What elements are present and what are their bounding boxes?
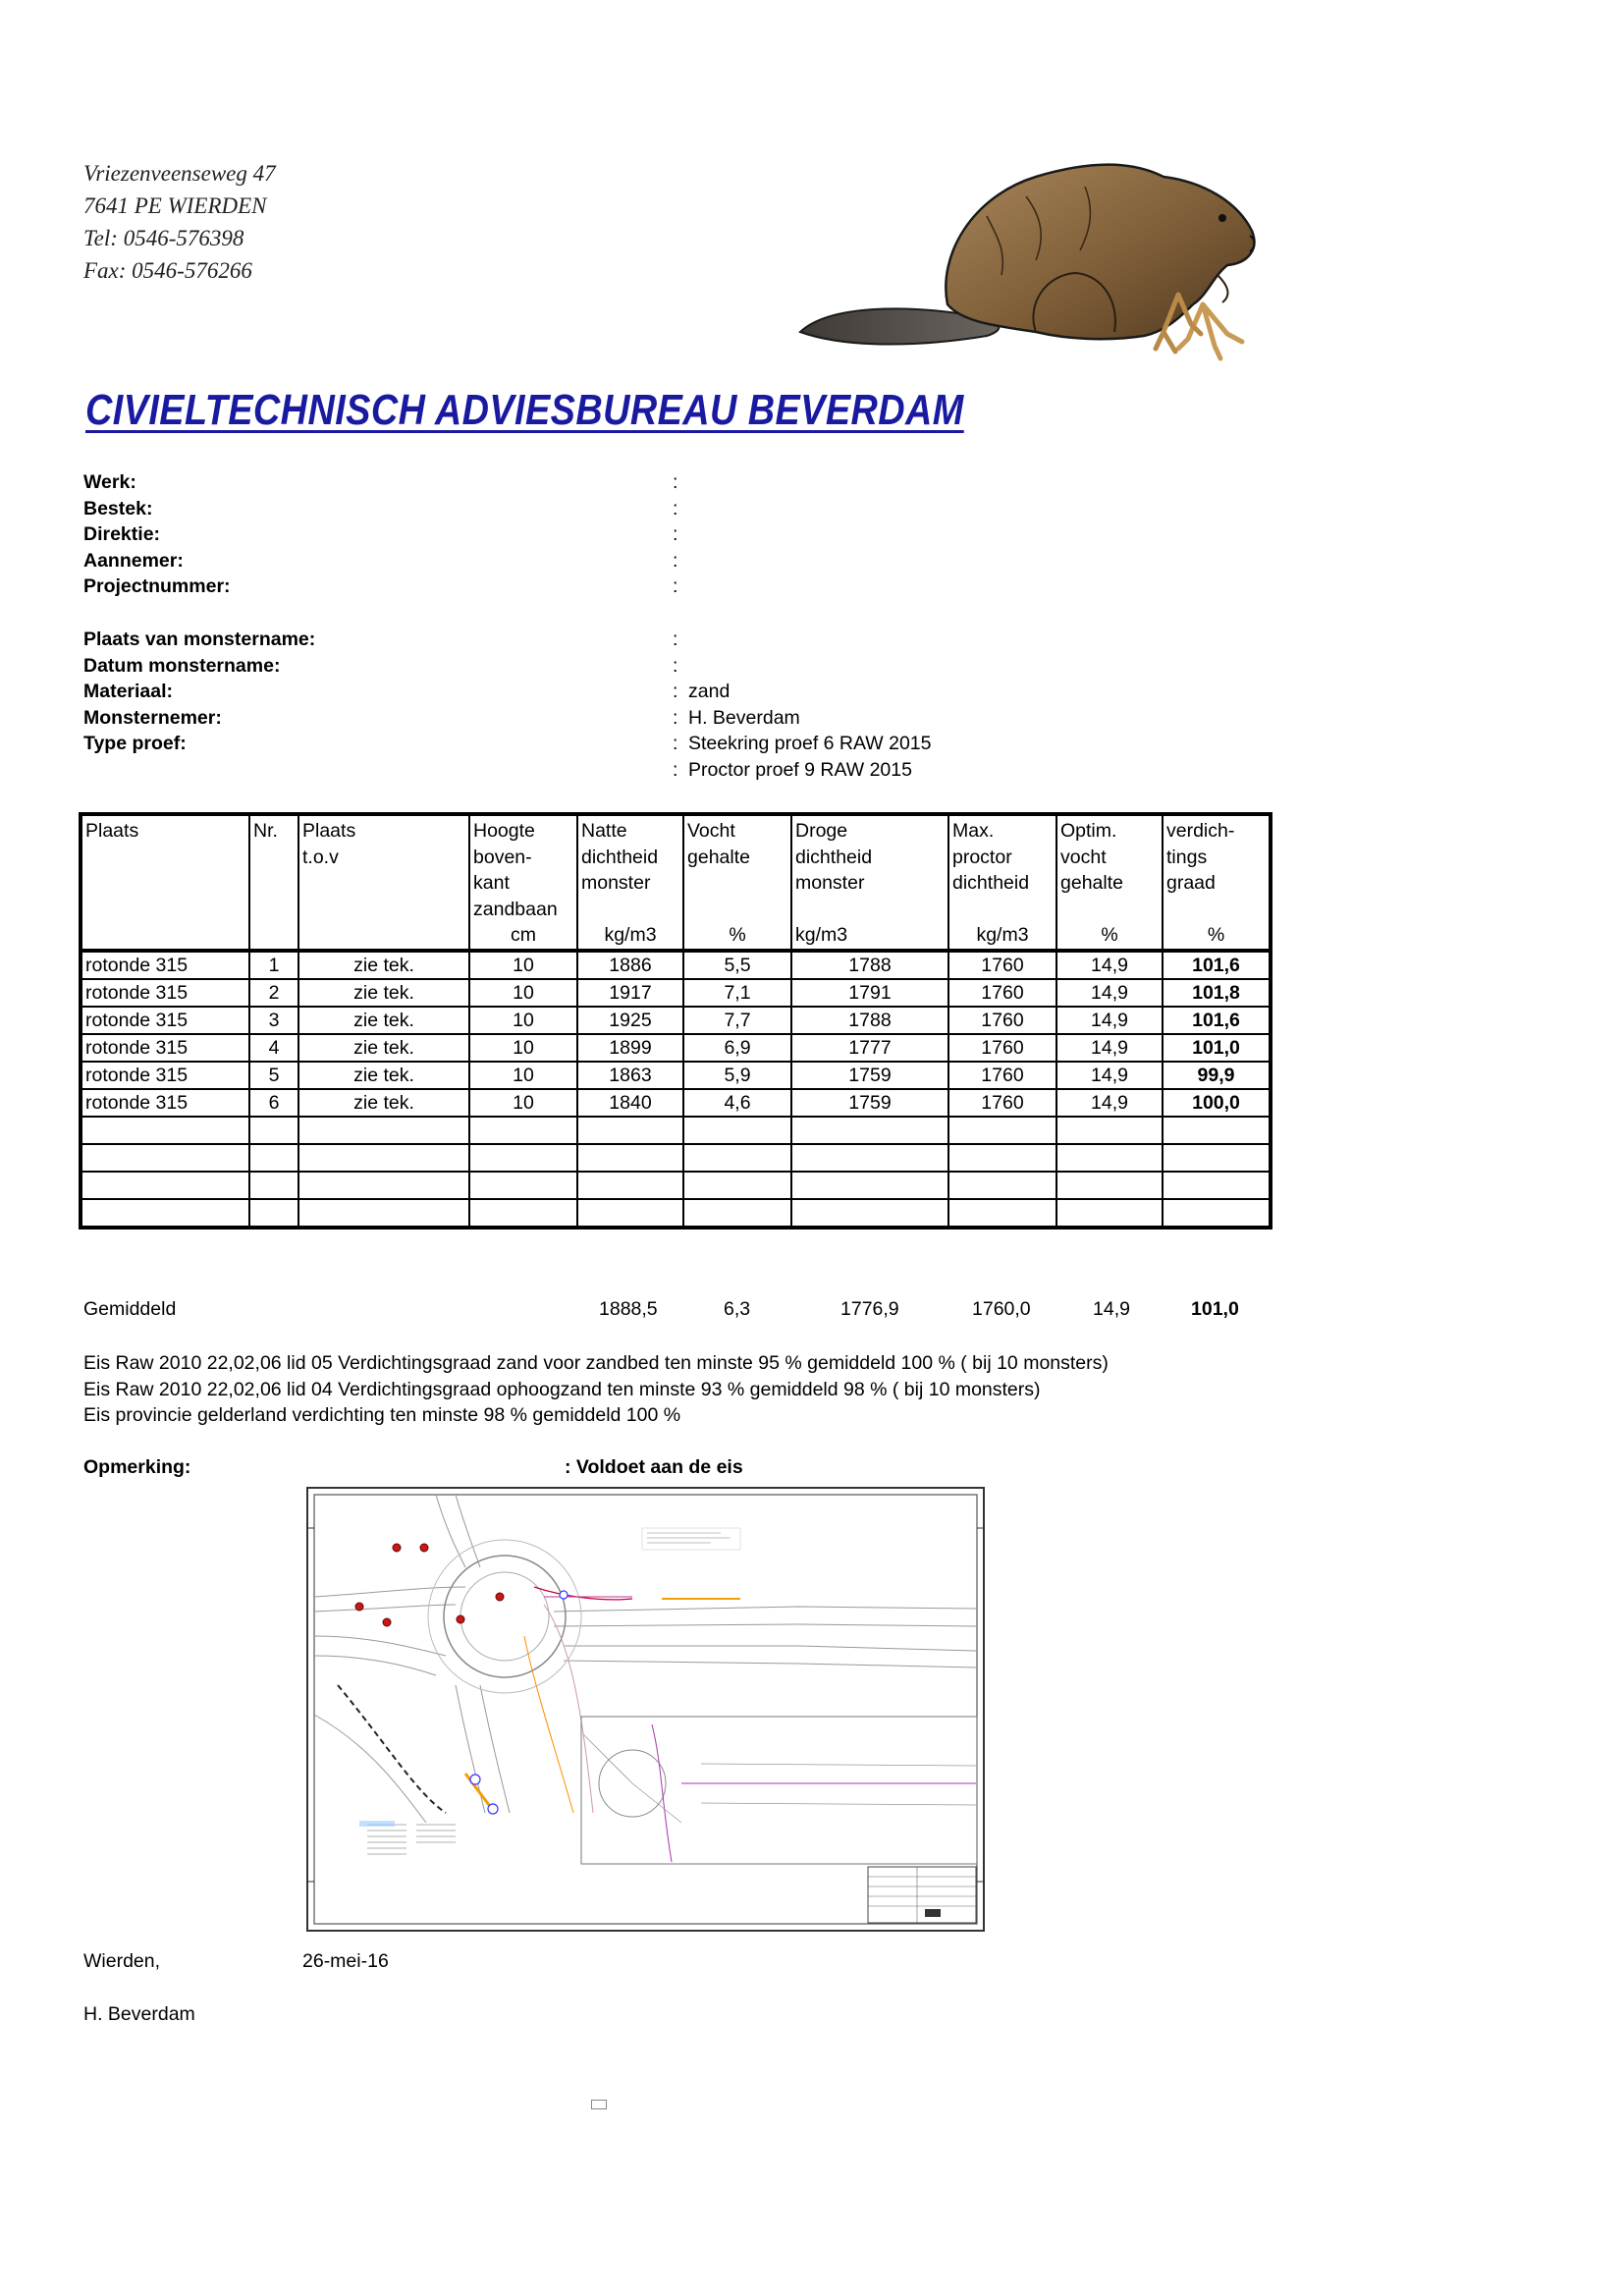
info-label: Materiaal: — [83, 681, 174, 702]
table-row — [81, 1089, 1271, 1117]
cell-natte: 1840 — [577, 1089, 683, 1117]
beaver-logo-icon — [790, 157, 1272, 363]
cell-nr: 1 — [249, 951, 298, 979]
requirement-line: Eis Raw 2010 22,02,06 lid 04 Verdichtingsgraad ophoogzand ten minste 93 % gemiddeld 98 % ( bij 10 monsters) — [83, 1378, 1041, 1400]
info-colon: : — [673, 523, 678, 545]
average-graad: 101,0 — [1191, 1298, 1239, 1320]
cell-natte: 1886 — [577, 951, 683, 979]
info-label: Direktie: — [83, 523, 161, 545]
address-phone: Tel: 0546-576398 — [83, 226, 244, 250]
cell-max-proctor: 1760 — [948, 951, 1056, 979]
table-row — [81, 1034, 1271, 1062]
address-fax: Fax: 0546-576266 — [83, 258, 252, 283]
cell-optim: 14,9 — [1056, 951, 1163, 979]
table-row — [81, 1007, 1271, 1034]
info-value: zand — [688, 681, 731, 702]
info-colon: : — [673, 758, 678, 781]
cell-vocht: 5,5 — [683, 951, 791, 979]
header-droge: Droge dichtheid monster kg/m3 — [791, 814, 948, 951]
page-marker — [591, 2100, 607, 2109]
average-optim: 14,9 — [1093, 1298, 1130, 1320]
empty-row — [81, 1144, 1271, 1172]
cell-max-proctor: 1760 — [948, 1062, 1056, 1089]
signature-date: 26-mei-16 — [302, 1950, 389, 1972]
cell-max-proctor: 1760 — [948, 979, 1056, 1007]
info-label: Bestek: — [83, 497, 153, 519]
cell-nr: 6 — [249, 1089, 298, 1117]
cell-nr: 3 — [249, 1007, 298, 1034]
cell-plaats-tov: zie tek. — [298, 1007, 469, 1034]
cell-verdichtingsgraad: 99,9 — [1163, 1062, 1271, 1089]
table-row — [81, 979, 1271, 1007]
address-city: 7641 PE WIERDEN — [83, 193, 267, 218]
cell-verdichtingsgraad: 101,6 — [1163, 951, 1271, 979]
cell-vocht: 7,7 — [683, 1007, 791, 1034]
average-row — [0, 1298, 1624, 1326]
cell-optim: 14,9 — [1056, 1034, 1163, 1062]
average-label: Gemiddeld — [83, 1298, 177, 1320]
company-name: CIVIELTECHNISCH ADVIESBUREAU BEVERDAM — [85, 386, 964, 434]
info-colon: : — [673, 549, 678, 572]
info-label: Projectnummer: — [83, 575, 231, 597]
cell-verdichtingsgraad: 101,8 — [1163, 979, 1271, 1007]
cell-optim: 14,9 — [1056, 1062, 1163, 1089]
cell-vocht: 4,6 — [683, 1089, 791, 1117]
average-vocht: 6,3 — [724, 1298, 751, 1320]
cell-verdichtingsgraad: 101,6 — [1163, 1007, 1271, 1034]
cell-plaats: rotonde 315 — [81, 951, 249, 979]
cell-droge: 1791 — [791, 979, 948, 1007]
cell-plaats: rotonde 315 — [81, 1034, 249, 1062]
signature-name: H. Beverdam — [83, 2003, 195, 2025]
cell-hoogte: 10 — [469, 979, 577, 1007]
empty-row — [81, 1172, 1271, 1199]
cell-optim: 14,9 — [1056, 979, 1163, 1007]
info-colon: : — [673, 654, 678, 677]
cell-vocht: 7,1 — [683, 979, 791, 1007]
header-plaats: Plaats — [81, 814, 249, 951]
average-proctor: 1760,0 — [972, 1298, 1031, 1320]
cell-droge: 1788 — [791, 1007, 948, 1034]
requirement-line: Eis Raw 2010 22,02,06 lid 05 Verdichtingsgraad zand voor zandbed ten minste 95 % gemiddeld 100 % ( bij 10 monsters) — [83, 1352, 1109, 1374]
info-label: Aannemer: — [83, 549, 184, 572]
signature-place: Wierden, — [83, 1950, 161, 1972]
cell-droge: 1759 — [791, 1089, 948, 1117]
cell-plaats: rotonde 315 — [81, 1089, 249, 1117]
cell-plaats-tov: zie tek. — [298, 979, 469, 1007]
cell-natte: 1863 — [577, 1062, 683, 1089]
requirements — [83, 1350, 1109, 1429]
info-colon: : — [673, 681, 678, 702]
info-label: Type proef: — [83, 733, 187, 754]
cell-droge: 1777 — [791, 1034, 948, 1062]
info-value: Steekring proef 6 RAW 2015 — [688, 733, 932, 754]
address-street: Vriezenveenseweg 47 — [83, 161, 276, 186]
header-hoogte: Hoogte boven- kant zandbaan cm — [469, 814, 577, 951]
cell-vocht: 6,9 — [683, 1034, 791, 1062]
table-row — [81, 1062, 1271, 1089]
info-colon: : — [673, 575, 678, 597]
cell-nr: 2 — [249, 979, 298, 1007]
cell-droge: 1788 — [791, 951, 948, 979]
info-label: Plaats van monstername: — [83, 629, 316, 650]
table-row — [81, 951, 1271, 979]
info-colon: : — [673, 471, 678, 493]
info-value: H. Beverdam — [688, 706, 800, 729]
cell-max-proctor: 1760 — [948, 1034, 1056, 1062]
cell-hoogte: 10 — [469, 951, 577, 979]
cell-max-proctor: 1760 — [948, 1007, 1056, 1034]
cell-nr: 4 — [249, 1034, 298, 1062]
roundabout-drawing — [306, 1487, 985, 1932]
header-max-proctor: Max. proctor dichtheid kg/m3 — [948, 814, 1056, 951]
info-value: Proctor proef 9 RAW 2015 — [688, 758, 912, 781]
cell-vocht: 5,9 — [683, 1062, 791, 1089]
info-colon: : — [673, 706, 678, 729]
requirement-line: Eis provincie gelderland verdichting ten minste 98 % gemiddeld 100 % — [83, 1404, 681, 1426]
cell-verdichtingsgraad: 101,0 — [1163, 1034, 1271, 1062]
cell-max-proctor: 1760 — [948, 1089, 1056, 1117]
cell-plaats: rotonde 315 — [81, 979, 249, 1007]
average-natte: 1888,5 — [599, 1298, 658, 1320]
cell-natte: 1925 — [577, 1007, 683, 1034]
average-droge: 1776,9 — [840, 1298, 899, 1320]
header-vocht: Vocht gehalte % — [683, 814, 791, 951]
header-optim: Optim. vocht gehalte % — [1056, 814, 1163, 951]
address-block — [83, 157, 276, 287]
info-colon: : — [673, 497, 678, 519]
cell-verdichtingsgraad: 100,0 — [1163, 1089, 1271, 1117]
cell-optim: 14,9 — [1056, 1089, 1163, 1117]
cell-plaats: rotonde 315 — [81, 1062, 249, 1089]
info-label: Werk: — [83, 471, 136, 493]
cell-nr: 5 — [249, 1062, 298, 1089]
cell-droge: 1759 — [791, 1062, 948, 1089]
remark-value: : Voldoet aan de eis — [565, 1456, 743, 1478]
cell-hoogte: 10 — [469, 1034, 577, 1062]
empty-row — [81, 1117, 1271, 1144]
cell-hoogte: 10 — [469, 1062, 577, 1089]
cell-optim: 14,9 — [1056, 1007, 1163, 1034]
cell-hoogte: 10 — [469, 1089, 577, 1117]
remark-label: Opmerking: — [83, 1456, 191, 1478]
cell-plaats-tov: zie tek. — [298, 1062, 469, 1089]
cell-natte: 1899 — [577, 1034, 683, 1062]
header-natte: Natte dichtheid monster kg/m3 — [577, 814, 683, 951]
info-colon: : — [673, 629, 678, 650]
cell-plaats-tov: zie tek. — [298, 951, 469, 979]
header-plaats-tov: Plaats t.o.v — [298, 814, 469, 951]
cell-hoogte: 10 — [469, 1007, 577, 1034]
cell-plaats-tov: zie tek. — [298, 1089, 469, 1117]
cell-plaats: rotonde 315 — [81, 1007, 249, 1034]
info-label: Monsternemer: — [83, 706, 222, 729]
cell-plaats-tov: zie tek. — [298, 1034, 469, 1062]
measurement-table — [79, 812, 1272, 1230]
info-label: Datum monstername: — [83, 654, 281, 677]
header-nr: Nr. — [249, 814, 298, 951]
empty-row — [81, 1199, 1271, 1228]
info-colon: : — [673, 733, 678, 754]
cell-natte: 1917 — [577, 979, 683, 1007]
header-verdichtingsgraad: verdich- tings graad % — [1163, 814, 1271, 951]
table-header-row — [81, 814, 1271, 951]
